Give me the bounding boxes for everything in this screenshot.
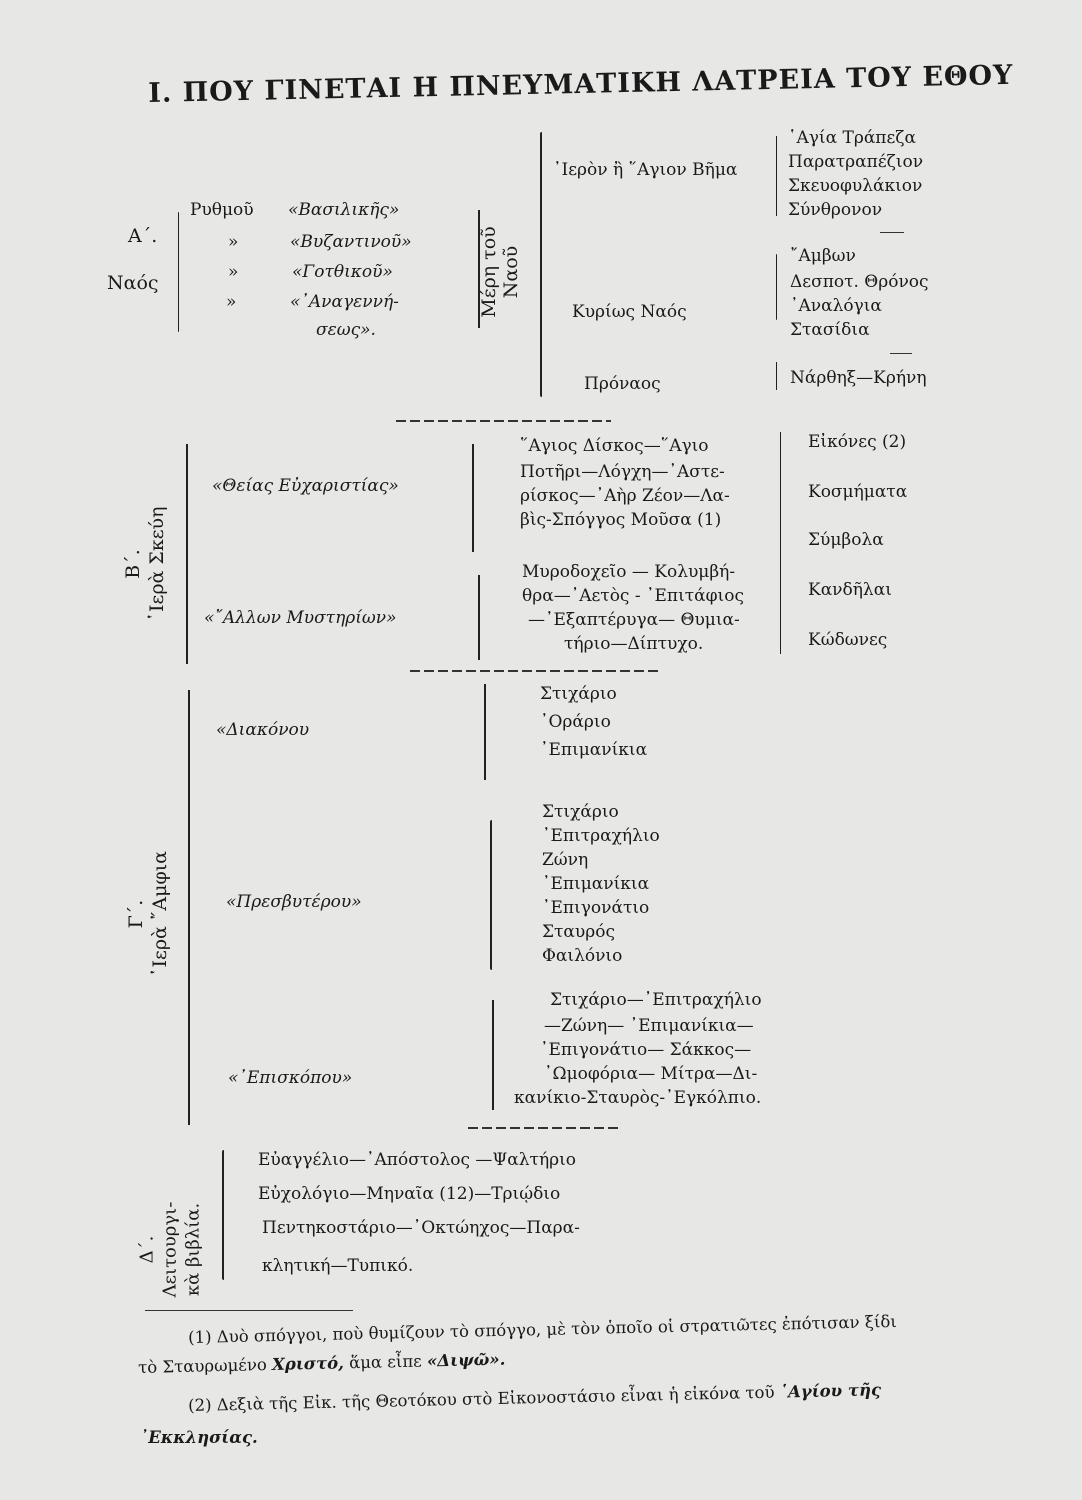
nave-item: ᾿Αναλόγια [790,296,882,316]
brace-a [178,212,179,332]
deacon-item: Στιχάριο [540,684,617,704]
priest-item: ᾿Επιμανίκια [542,874,650,894]
eucharist-item: ρίσκος—᾿Αὴρ Ζέον—Λα- [520,486,730,506]
page-title: Ι. ΠΟΥ ΓΙΝΕΤΑΙ Η ΠΝΕΥΜΑΤΙΚΗ ΛΑΤΡΕΙΑ ΤΟΥ ΕΘΟΥ [148,59,1014,109]
footnote-rule [145,1310,353,1311]
deacon-label: «Διακόνου [216,720,310,740]
brace-priest [490,820,492,970]
style-byzantine: «Βυζαντινοῦ» [290,232,412,252]
section-a-name: Ναός [107,272,159,294]
bema-label: ᾿Ιερὸν ἢ ῞Αγιον Βῆμα [553,160,738,180]
bema-item: Σύνθρονον [788,200,883,220]
eucharist-item: Ποτῆρι—Λόγχη—᾿Αστε- [520,462,725,482]
section-separator [396,420,611,422]
ditto-mark: » [228,232,239,252]
other-sacraments-label: «῎Αλλων Μυστηρίων» [204,608,397,628]
priest-item: Στιχάριο [542,802,619,822]
other-item: θρα—᾿Αετὸς - ᾿Επιτάφιος [522,586,744,606]
side-item: Σύμβολα [808,530,884,550]
ditto-mark: » [226,292,237,312]
book-line: Πεντηκοστάριο—᾿Οκτώηχος—Παρα- [262,1218,580,1238]
style-renaissance: «᾿Αναγεννή- [290,292,399,312]
brace-other [478,575,480,660]
rhythm-label: Ρυθμοῦ [190,200,254,220]
side-item: Εἰκόνες (2) [808,432,907,452]
brace-c [188,690,190,1125]
brace-side [780,432,781,654]
narthex-label: Πρόναος [584,374,661,394]
bishop-item: —Ζώνη— ᾿Επιμανίκια— [544,1016,754,1036]
brace-nave [776,254,777,320]
divider [880,232,904,233]
book-line: κλητική—Τυπικό. [262,1256,414,1276]
nave-item: Στασίδια [790,320,870,340]
side-item: Κανδῆλαι [808,580,892,600]
section-d-label: Δ΄. Λειτουργι- κὰ βιβλία. [136,1201,204,1298]
priest-item: Ζώνη [542,850,589,870]
brace-eucharist [472,444,474,552]
footnote-2-cont: ᾿Εκκλησίας. [140,1428,258,1447]
other-item: τήριο—Δίπτυχο. [564,634,704,654]
parts-of-church-label: Μέρη τοῦ Ναοῦ [478,226,522,318]
nave-item: Δεσποτ. Θρόνος [790,272,929,292]
section-separator [410,670,660,672]
bishop-item: Στιχάριο—᾿Επιτραχήλιο [550,990,762,1010]
brace-bema [776,136,777,216]
bishop-item: κανίκιο-Σταυρὸς-᾿Εγκόλπιο. [514,1088,762,1108]
priest-item: Σταυρός [542,922,615,942]
footnote-2: (2) Δεξιὰ τῆς Εἰκ. τῆς Θεοτόκου στὸ Εἰκονοστάσιο εἶναι ἡ εἰκόνα τοῦ ῾Αγίου τῆς [187,1380,882,1415]
eucharist-label: «Θείας Εὐχαριστίας» [212,476,399,496]
deacon-item: ᾿Επιμανίκια [540,740,648,760]
eucharist-item: ῞Αγιος Δίσκος—῞Αγιο [520,436,709,456]
book-line: Εὐχολόγιο—Μηναῖα (12)—Τριῴδιο [258,1184,561,1204]
brace-bishop [492,1000,494,1110]
other-item: Μυροδοχεῖο — Κολυμβή- [522,562,736,582]
priest-label: «Πρεσβυτέρου» [226,892,362,912]
nave-label: Κυρίως Ναός [572,302,687,322]
bema-item: Παρατραπέζιον [788,152,924,172]
section-a-letter: Α΄. [128,225,158,247]
priest-item: ᾿Επιγονάτιο [542,898,650,918]
section-b-label: Β΄. ῾Ιερὰ Σκεύη [122,506,168,622]
priest-item: Φαιλόνιο [542,946,623,966]
eucharist-item: βὶς-Σπόγγος Μοῦσα (1) [520,510,722,530]
narthex-item: Νάρθηξ—Κρήνη [790,368,927,388]
deacon-item: ᾿Οράριο [540,712,611,732]
priest-item: ᾿Επιτραχήλιο [542,826,660,846]
brace-d [222,1150,224,1280]
style-basilica: «Βασιλικῆς» [288,200,400,220]
bishop-label: «᾿Επισκόπου» [228,1068,353,1088]
bishop-item: ᾿Επιγονάτιο— Σάκκος— [540,1040,752,1060]
footnote-1: (1) Δυὸ σπόγγοι, ποὺ θυμίζουν τὸ σπόγγο, μὲ τὸν ὁποῖο οἱ στρατιῶτες ἐπότισαν ξίδι [187,1311,897,1347]
brace-parts-right [540,132,542,397]
footnote-1-cont: τὸ Σταυρωμένο Χριστό, ἅμα εἶπε «Διψῶ». [137,1349,506,1377]
style-gothic: «Γοτθικοῦ» [292,262,393,282]
brace-narthex [776,362,777,390]
side-item: Κοσμήματα [808,482,908,502]
other-item: —᾿Εξαπτέρυγα— Θυμια- [528,610,740,630]
bishop-item: ᾿Ωμοφόρια— Μίτρα—Δι- [544,1064,758,1084]
section-c-label: Γ΄. ῾Ιερὰ ῎Αμφια [125,850,171,978]
book-line: Εὐαγγέλιο—᾿Απόστολος —Ψαλτήριο [258,1150,577,1170]
brace-b [186,444,188,664]
section-separator [468,1127,618,1129]
brace-deacon [484,684,486,780]
bema-item: ῾Αγία Τράπεζα [788,128,916,148]
side-item: Κώδωνες [808,630,888,650]
nave-item: ῎Αμβων [790,246,856,266]
ditto-mark: » [228,262,239,282]
style-renaissance-cont: σεως». [316,320,376,340]
divider [890,353,912,354]
bema-item: Σκευοφυλάκιον [788,176,923,196]
